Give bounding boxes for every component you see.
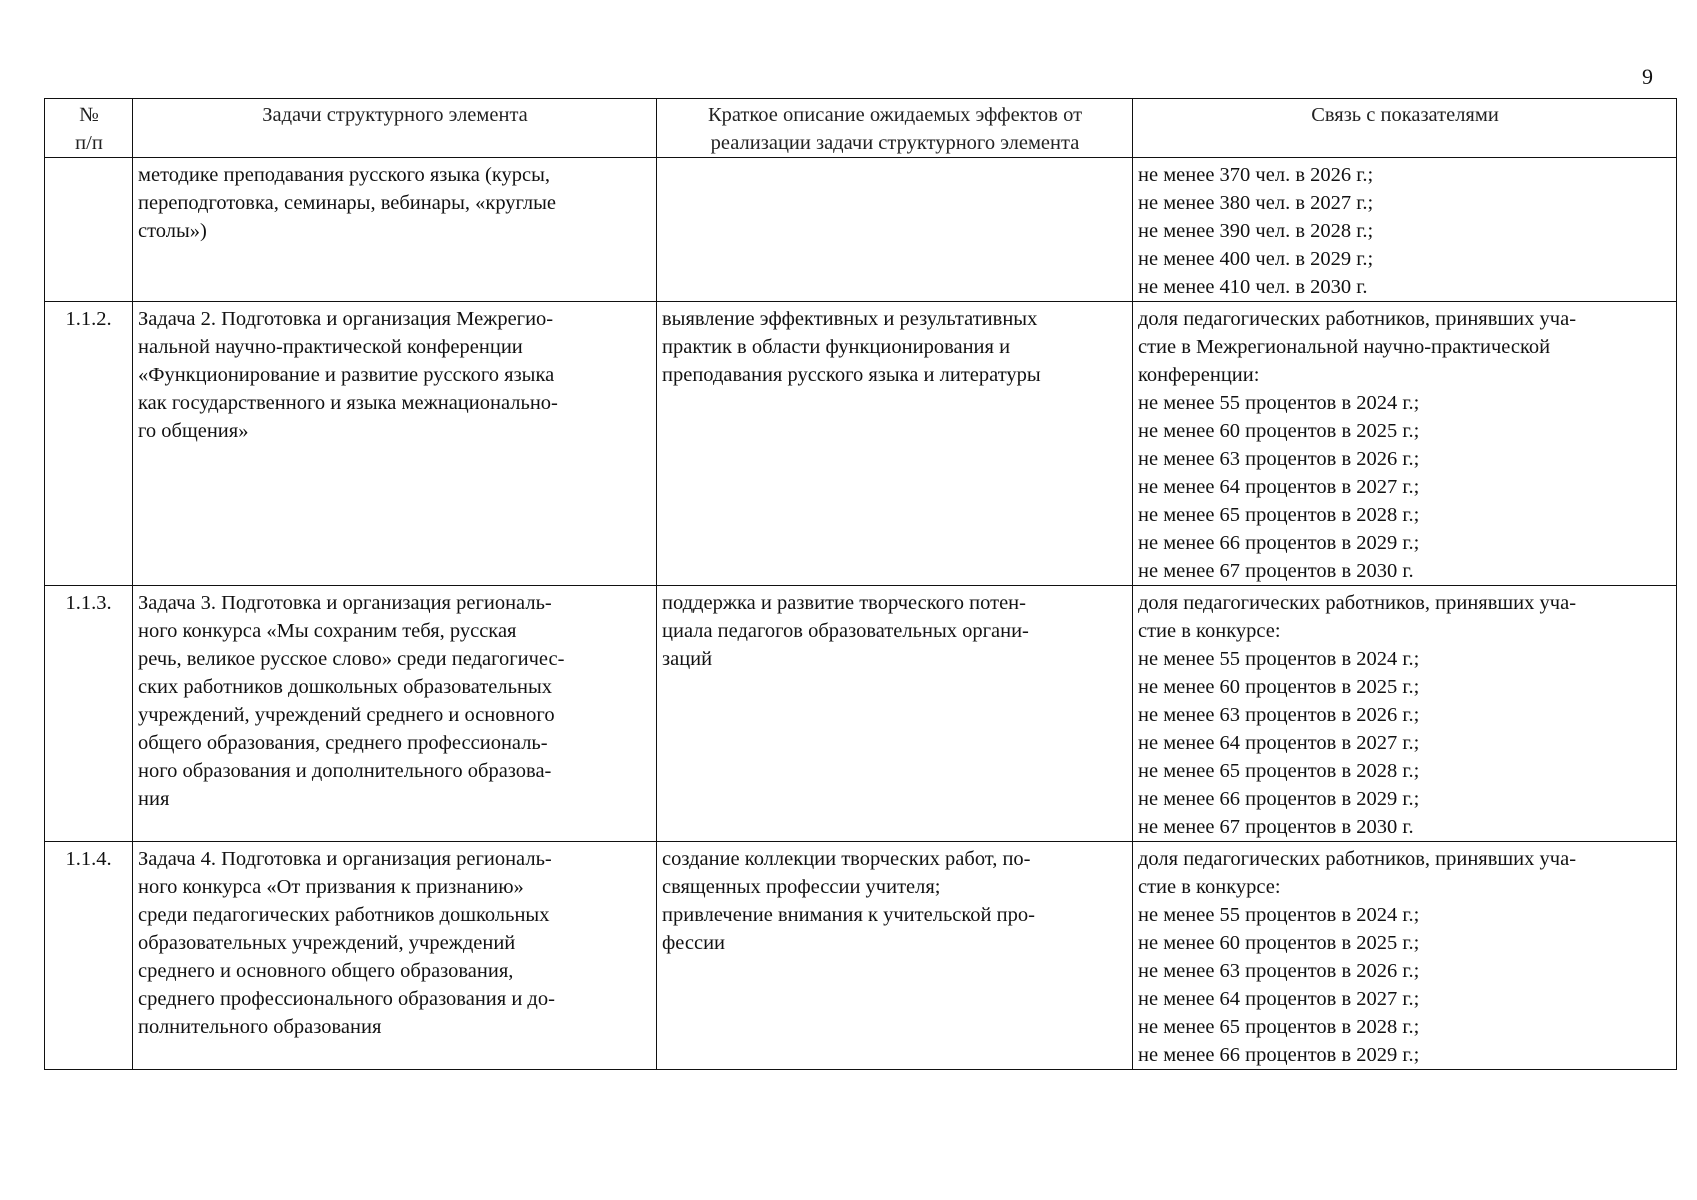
task-line: го общения» bbox=[138, 420, 249, 442]
row-number bbox=[45, 158, 133, 302]
task-line: образовательных учреждений, учреждений bbox=[138, 932, 516, 954]
row-indicator bbox=[1133, 842, 1677, 1070]
header-number bbox=[45, 99, 133, 158]
header-effects bbox=[657, 99, 1133, 158]
effect-line: фессии bbox=[662, 932, 726, 954]
indicator-line: не менее 66 процентов в 2029 г.; bbox=[1138, 788, 1420, 810]
task-line: переподготовка, семинары, вебинары, «круглые bbox=[138, 192, 557, 214]
row-effect bbox=[657, 302, 1133, 586]
row-task bbox=[133, 586, 657, 842]
task-line: Задача 3. Подготовка и организация региональ- bbox=[138, 592, 552, 614]
task-line: «Функционирование и развитие русского языка bbox=[138, 364, 555, 386]
indicator-line: доля педагогических работников, принявших уча- bbox=[1138, 308, 1577, 330]
effect-line: создание коллекции творческих работ, по- bbox=[662, 848, 1031, 870]
task-line: методике преподавания русского языка (курсы, bbox=[138, 164, 551, 186]
header-effects-line: реализации задачи структурного элемента bbox=[710, 132, 1080, 154]
task-line: как государственного и языка межнационально- bbox=[138, 392, 558, 414]
task-line: среди педагогических работников дошкольных bbox=[138, 904, 550, 926]
task-line: ного конкурса «От призвания к признанию» bbox=[138, 876, 524, 898]
task-line: общего образования, среднего профессиональ- bbox=[138, 732, 548, 754]
indicator-line: не менее 65 процентов в 2028 г.; bbox=[1138, 504, 1420, 526]
row-indicator bbox=[1133, 586, 1677, 842]
indicator-line: не менее 63 процентов в 2026 г.; bbox=[1138, 448, 1420, 470]
indicator-line: конференции: bbox=[1138, 364, 1260, 386]
indicator-line: не менее 67 процентов в 2030 г. bbox=[1138, 816, 1414, 838]
effect-line: преподавания русского языка и литературы bbox=[662, 364, 1041, 386]
page-number: 9 bbox=[1642, 64, 1653, 89]
header-tasks-label: Задачи структурного элемента bbox=[262, 104, 528, 126]
task-line: полнительного образования bbox=[138, 1016, 382, 1038]
task-line: Задача 2. Подготовка и организация Межрегио- bbox=[138, 308, 554, 330]
task-line: ния bbox=[138, 788, 170, 810]
row-task bbox=[133, 842, 657, 1070]
task-line: ских работников дошкольных образовательных bbox=[138, 676, 552, 698]
effect-line: практик в области функционирования и bbox=[662, 336, 1011, 358]
structural-element-table bbox=[44, 98, 1677, 1070]
header-effects-line: Краткое описание ожидаемых эффектов от bbox=[707, 104, 1083, 126]
indicator-line: не менее 65 процентов в 2028 г.; bbox=[1138, 1016, 1420, 1038]
table-row bbox=[45, 302, 1677, 586]
indicator-line: не менее 66 процентов в 2029 г.; bbox=[1138, 532, 1420, 554]
indicator-line: не менее 60 процентов в 2025 г.; bbox=[1138, 420, 1420, 442]
task-line: учреждений, учреждений среднего и основного bbox=[138, 704, 555, 726]
row-number: 1.1.3. bbox=[45, 586, 133, 842]
indicator-line: не менее 390 чел. в 2028 г.; bbox=[1138, 220, 1374, 242]
task-line: столы») bbox=[138, 220, 207, 242]
indicator-line: не менее 55 процентов в 2024 г.; bbox=[1138, 392, 1420, 414]
indicator-line: не менее 67 процентов в 2030 г. bbox=[1138, 560, 1414, 582]
header-number-line: п/п bbox=[75, 132, 103, 154]
indicator-line: не менее 63 процентов в 2026 г.; bbox=[1138, 704, 1420, 726]
effect-line: заций bbox=[662, 648, 713, 670]
task-line: Задача 4. Подготовка и организация региональ- bbox=[138, 848, 552, 870]
header-number-line: № bbox=[79, 104, 99, 126]
row-effect bbox=[657, 842, 1133, 1070]
indicator-line: не менее 65 процентов в 2028 г.; bbox=[1138, 760, 1420, 782]
effect-line: циала педагогов образовательных органи- bbox=[662, 620, 1029, 642]
indicator-line: не менее 370 чел. в 2026 г.; bbox=[1138, 164, 1374, 186]
indicator-line: не менее 400 чел. в 2029 г.; bbox=[1138, 248, 1374, 270]
effect-line: поддержка и развитие творческого потен- bbox=[662, 592, 1026, 614]
indicator-line: не менее 410 чел. в 2030 г. bbox=[1138, 276, 1368, 298]
row-indicator bbox=[1133, 302, 1677, 586]
header-indicators bbox=[1133, 99, 1677, 158]
indicator-line: не менее 64 процентов в 2027 г.; bbox=[1138, 476, 1420, 498]
table-row bbox=[45, 158, 1677, 302]
indicator-line: стие в Межрегиональной научно-практической bbox=[1138, 336, 1551, 358]
row-number: 1.1.2. bbox=[45, 302, 133, 586]
row-indicator bbox=[1133, 158, 1677, 302]
indicator-line: не менее 64 процентов в 2027 г.; bbox=[1138, 732, 1420, 754]
table-row bbox=[45, 586, 1677, 842]
indicator-line: не менее 64 процентов в 2027 г.; bbox=[1138, 988, 1420, 1010]
row-number: 1.1.4. bbox=[45, 842, 133, 1070]
effect-line: привлечение внимания к учительской про- bbox=[662, 904, 1035, 926]
indicator-line: стие в конкурсе: bbox=[1138, 620, 1281, 642]
indicator-line: доля педагогических работников, принявших уча- bbox=[1138, 848, 1577, 870]
row-effect bbox=[657, 586, 1133, 842]
row-task bbox=[133, 302, 657, 586]
task-line: среднего профессионального образования и до- bbox=[138, 988, 555, 1010]
task-line: речь, великое русское слово» среди педагогичес- bbox=[138, 648, 565, 670]
task-line: среднего и основного общего образования, bbox=[138, 960, 514, 982]
header-indicators-label: Связь с показателями bbox=[1311, 104, 1499, 126]
table-header-row bbox=[45, 99, 1677, 158]
indicator-line: не менее 55 процентов в 2024 г.; bbox=[1138, 904, 1420, 926]
indicator-line: не менее 63 процентов в 2026 г.; bbox=[1138, 960, 1420, 982]
indicator-line: стие в конкурсе: bbox=[1138, 876, 1281, 898]
indicator-line: не менее 55 процентов в 2024 г.; bbox=[1138, 648, 1420, 670]
indicator-line: не менее 60 процентов в 2025 г.; bbox=[1138, 932, 1420, 954]
row-effect bbox=[657, 158, 1133, 302]
indicator-line: не менее 66 процентов в 2029 г.; bbox=[1138, 1044, 1420, 1066]
effect-line: выявление эффективных и результативных bbox=[662, 308, 1038, 330]
row-task bbox=[133, 158, 657, 302]
header-tasks bbox=[133, 99, 657, 158]
effect-line: священных профессии учителя; bbox=[662, 876, 941, 898]
indicator-line: доля педагогических работников, принявших уча- bbox=[1138, 592, 1577, 614]
table-row bbox=[45, 842, 1677, 1070]
task-line: ного конкурса «Мы сохраним тебя, русская bbox=[138, 620, 517, 642]
indicator-line: не менее 380 чел. в 2027 г.; bbox=[1138, 192, 1374, 214]
task-line: ного образования и дополнительного образова- bbox=[138, 760, 552, 782]
indicator-line: не менее 60 процентов в 2025 г.; bbox=[1138, 676, 1420, 698]
task-line: нальной научно-практической конференции bbox=[138, 336, 523, 358]
